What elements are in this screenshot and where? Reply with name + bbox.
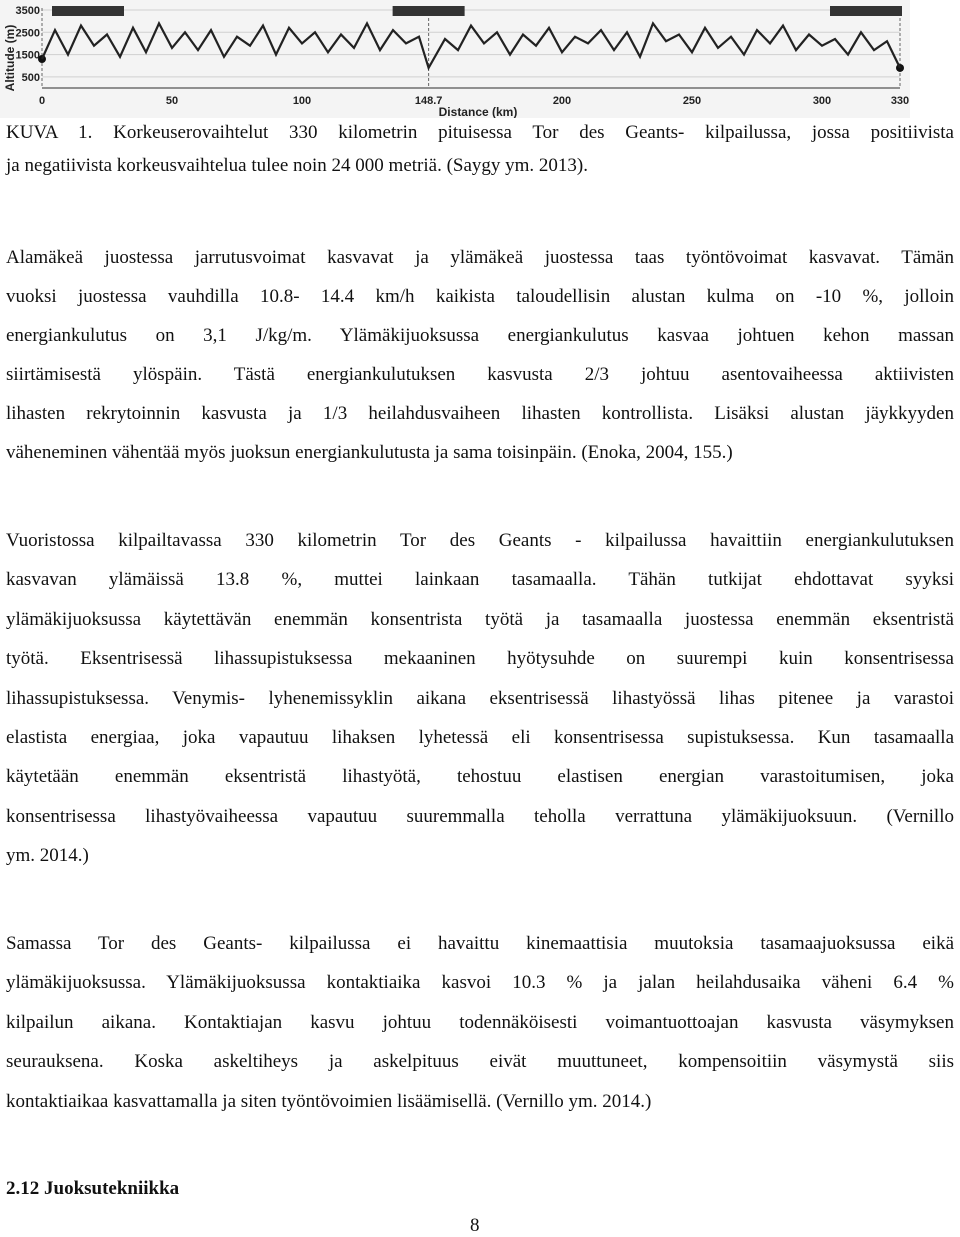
paragraph-line: lihasten rekrytoinnin kasvusta ja 1/3 heilahdusvaiheen lihasten kontrollista. Lisäksi alustan jäykkyyden	[6, 403, 954, 424]
paragraph-2	[6, 530, 954, 885]
paragraph-3	[6, 933, 954, 1130]
x-tick-label: 100	[292, 95, 312, 107]
x-tick-label: 148.7	[414, 95, 443, 107]
paragraph-line: siirtämisestä ylöspäin. Tästä energiankulutuksen kasvusta 2/3 johtuu asentovaiheessa aktiivisten	[6, 364, 954, 385]
altitude-profile-figure	[0, 0, 910, 118]
section-heading: 2.12 Juoksutekniikka	[6, 1178, 180, 1199]
paragraph-line: ylämäkijuoksussa. Ylämäkijuoksussa kontaktiaika kasvoi 10.3 % ja jalan heilahdusaika väheni 6.4 %	[6, 972, 954, 994]
paragraph-line: väheneminen vähentää myös juoksun energiankulutusta ja sama toisinpäin. (Enoka, 2004, 155.)	[6, 442, 733, 463]
x-tick-label: 300	[812, 95, 832, 107]
caption-line: ja negatiivista korkeusvaihtelua tulee noin 24 000 metriä. (Saygy ym. 2013).	[6, 155, 589, 176]
paragraph-line: lihassupistuksessa. Venymis- lyhenemissyklin aikana eksentrisessä lihastyössä lihas pitenee ja varastoi	[6, 687, 954, 709]
paragraph-line: kilpailun aikana. Kontaktiajan kasvu johtuu todennäköisesti voimantuottoajan kasvusta väsymyksen	[6, 1011, 954, 1033]
paragraph-line: konsentrisessa lihastyövaiheessa vapautuu suuremmalla teholla verrattuna ylämäkijuoksuun. (Vernillo	[6, 805, 954, 827]
caption-block	[6, 122, 954, 177]
paragraph-line: Vuoristossa kilpailtavassa 330 kilometrin Tor des Geants - kilpailussa havaittiin energiankulutuksen	[6, 530, 954, 551]
paragraph-line: Alamäkeä juostessa jarrutusvoimat kasvavat ja ylämäkeä juostessa taas työntövoimat kasvavat. Tämän	[6, 247, 954, 268]
paragraph-1	[6, 247, 954, 481]
paragraph-line: kontaktiaikaa kasvattamalla ja siten työntövoimien lisäämisellä. (Vernillo ym. 2014.)	[6, 1090, 652, 1112]
y-tick-label: 500	[21, 71, 40, 84]
paragraph-line: työtä. Eksentrisessä lihassupistuksessa mekaaninen hyötysuhde on suurempi kuin konsentrisessa	[6, 648, 954, 670]
y-tick-label: 2500	[15, 27, 40, 40]
x-tick-label: 250	[682, 95, 702, 107]
y-axis-label: Altitude (m)	[3, 24, 17, 92]
paragraph-line: vuoksi juostessa vauhdilla 10.8- 14.4 km/h kaikista taloudellisin alustan kulma on -10 %, jolloin	[6, 286, 954, 307]
x-tick-label: 200	[552, 95, 572, 107]
checkpoint-label-box	[393, 6, 465, 16]
paragraph-line: kasvavan ylämäissä 13.8 %, muttei lainkaan tasamaalla. Tähän tutkijat ehdottavat syyksi	[6, 569, 954, 591]
y-tick-label: 3500	[15, 5, 40, 17]
paragraph-line: elastista energiaa, joka vapautuu lihaksen lyhetessä eli konsentrisessa supistuksessa. Kun tasamaalla	[6, 726, 954, 748]
chart-background	[0, 0, 910, 118]
paragraph-line: ym. 2014.)	[6, 845, 89, 867]
paragraph-line: seurauksena. Koska askeltiheys ja askelpituus eivät muuttuneet, kompensoitiin väsymystä siis	[6, 1051, 954, 1073]
page-number: 8	[470, 1215, 480, 1236]
y-tick-label: 1500	[15, 49, 40, 62]
checkpoint-label-box	[830, 6, 902, 16]
caption-line: KUVA 1. Korkeuserovaihtelut 330 kilometrin pituisessa Tor des Geants- kilpailussa, jossa positiivista	[6, 122, 954, 143]
paragraph-line: käytetään enemmän eksentristä lihastyötä, tehostuu elastisen energian varastoitumisen, joka	[6, 766, 954, 788]
x-tick-label: 330	[890, 95, 910, 107]
x-tick-label: 50	[165, 95, 179, 107]
paragraph-line: energiankulutus on 3,1 J/kg/m. Ylämäkijuoksussa energiankulutus kasvaa johtuen kehon massan	[6, 325, 954, 346]
paragraph-line: ylämäkijuoksussa käytettävän enemmän konsentrista työtä ja tasamaalla juostessa enemmän eksentristä	[6, 608, 954, 630]
checkpoint-label-box	[52, 6, 124, 16]
altitude-chart	[0, 0, 910, 118]
x-axis-label: Distance (km)	[438, 105, 518, 118]
profile-endpoint	[896, 64, 904, 72]
x-tick-label: 0	[38, 95, 46, 107]
paragraph-line: Samassa Tor des Geants- kilpailussa ei havaittu kinemaattisia muutoksia tasamaajuoksussa eikä	[6, 933, 954, 954]
